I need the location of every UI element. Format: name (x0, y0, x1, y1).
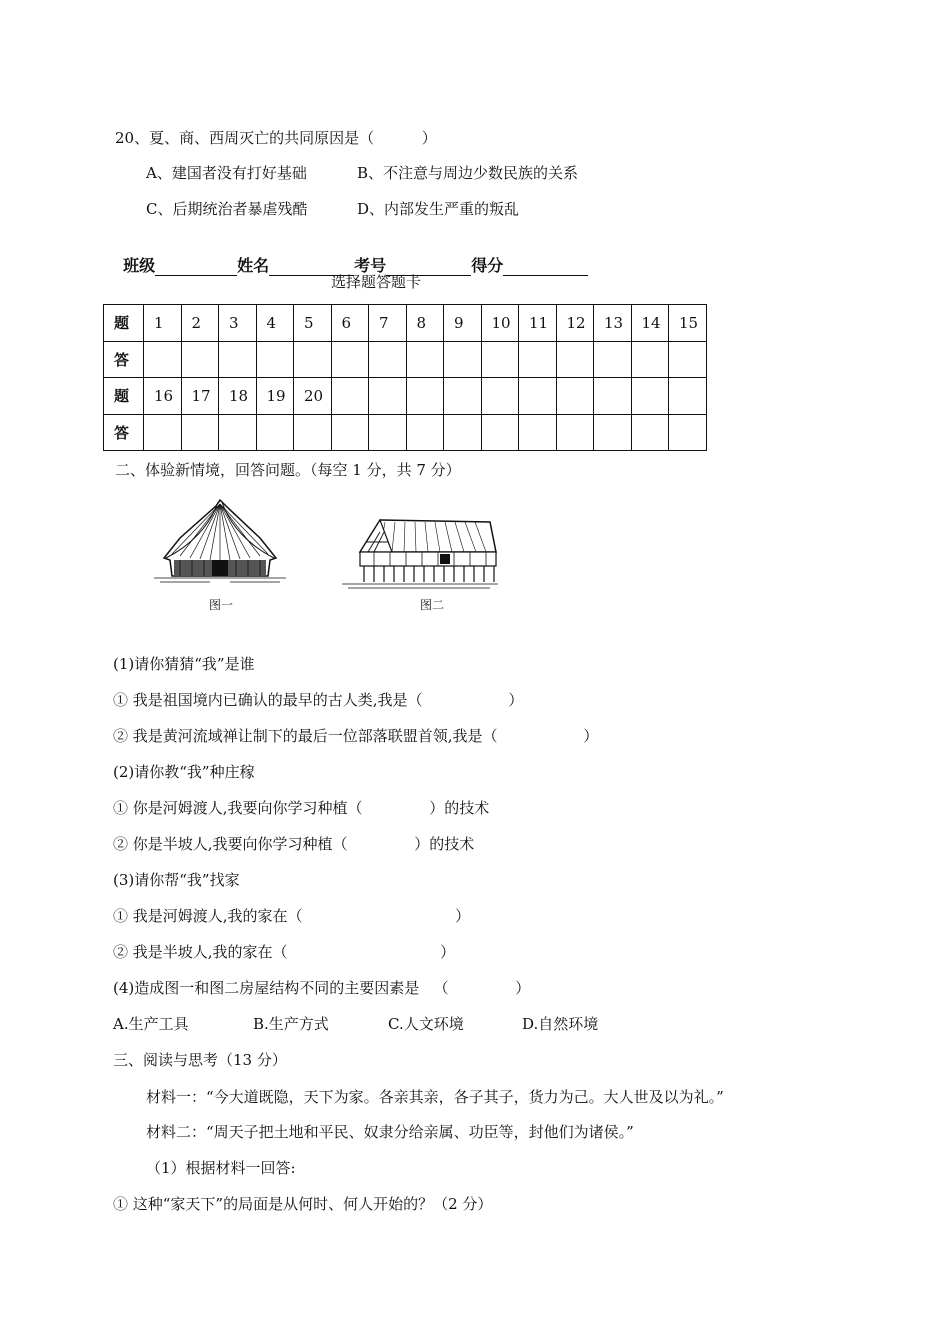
material-1: 材料一：“今大道既隐，天下为家。各亲其亲，各子其子，货力为己。大人世及以为礼。” (146, 1088, 724, 1106)
q20-option-a: A、建国者没有打好基础 (146, 164, 307, 182)
empty-cell (519, 378, 557, 415)
empty-cell (669, 378, 707, 415)
answer-cell[interactable] (294, 341, 332, 378)
answer-cell[interactable] (519, 341, 557, 378)
answer-card-table (103, 304, 707, 451)
answer-cell[interactable] (219, 414, 257, 451)
answer-cell[interactable] (369, 341, 407, 378)
q20-option-d: D、内部发生严重的叛乱 (357, 200, 520, 218)
answer-cell[interactable] (406, 341, 444, 378)
part-2-item-2: ② 你是半坡人,我要向你学习种植（ ）的技术 (113, 835, 475, 853)
empty-cell (594, 378, 632, 415)
score-label: 得分 (471, 256, 504, 275)
part-4-prompt: (4)造成图一和图二房屋结构不同的主要因素是 （ ） (113, 979, 531, 997)
question-number: 12 (556, 305, 594, 342)
question-number: 13 (594, 305, 632, 342)
question-label: 题 (104, 305, 144, 342)
question-number: 11 (519, 305, 557, 342)
empty-cell (406, 414, 444, 451)
empty-cell (406, 378, 444, 415)
section-3-question-1: （1）根据材料一回答: (146, 1159, 296, 1177)
question-number: 20 (294, 378, 332, 415)
answer-cell[interactable] (181, 414, 219, 451)
part-4-option-b: B.生产方式 (253, 1015, 329, 1033)
answer-cell[interactable] (594, 341, 632, 378)
figure-2-caption: 图二 (420, 598, 445, 612)
empty-cell (556, 378, 594, 415)
answer-cell[interactable] (669, 341, 707, 378)
part-3-item-1: ① 我是河姆渡人,我的家在（ ） (113, 907, 471, 925)
question-row-1 (104, 305, 707, 342)
question-label: 题 (104, 378, 144, 415)
class-blank[interactable] (155, 259, 237, 276)
section-3-question-1a: ① 这种“家天下”的局面是从何时、何人开始的？（2 分） (113, 1195, 493, 1213)
student-info-line (112, 236, 588, 276)
part-4-option-a: A.生产工具 (113, 1015, 189, 1033)
q20-option-c: C、后期统治者暴虐残酷 (146, 200, 308, 218)
answer-cell[interactable] (481, 341, 519, 378)
question-number: 1 (144, 305, 182, 342)
question-number: 15 (669, 305, 707, 342)
answer-cell[interactable] (219, 341, 257, 378)
number-label: 考号 (354, 256, 387, 275)
question-number: 6 (331, 305, 369, 342)
question-number: 9 (444, 305, 482, 342)
part-3-item-2: ② 我是半坡人,我的家在（ ） (113, 943, 456, 961)
answer-row-2 (104, 414, 707, 451)
empty-cell (556, 414, 594, 451)
material-2: 材料二：“周天子把土地和平民、奴隶分给亲属、功臣等，封他们为诸侯。” (146, 1123, 634, 1141)
empty-cell (519, 414, 557, 451)
question-number: 7 (369, 305, 407, 342)
part-2-item-1: ① 你是河姆渡人,我要向你学习种植（ ）的技术 (113, 799, 490, 817)
empty-cell (481, 378, 519, 415)
empty-cell (331, 414, 369, 451)
question-number: 18 (219, 378, 257, 415)
question-number: 3 (219, 305, 257, 342)
empty-cell (444, 414, 482, 451)
answer-card-title: 选择题答题卡 (331, 273, 422, 291)
question-number: 10 (481, 305, 519, 342)
empty-cell (631, 414, 669, 451)
question-number: 16 (144, 378, 182, 415)
part-1-item-1: ① 我是祖国境内已确认的最早的古人类,我是（ ） (113, 691, 524, 709)
answer-cell[interactable] (181, 341, 219, 378)
answer-cell[interactable] (256, 341, 294, 378)
empty-cell (369, 414, 407, 451)
q20-stem: 20、夏、商、西周灭亡的共同原因是（ ） (115, 129, 437, 147)
section-3-heading: 三、阅读与思考（13 分） (113, 1051, 287, 1069)
part-3-prompt: (3)请你帮“我”找家 (113, 871, 240, 889)
figure-1-caption: 图一 (209, 598, 234, 612)
section-2-heading: 二、体验新情境，回答问题。（每空 1 分，共 7 分） (115, 461, 461, 479)
question-number: 8 (406, 305, 444, 342)
answer-cell[interactable] (256, 414, 294, 451)
answer-cell[interactable] (144, 341, 182, 378)
part-1-prompt: (1)请你猜猜“我”是谁 (113, 655, 255, 673)
question-number: 19 (256, 378, 294, 415)
empty-cell (631, 378, 669, 415)
part-1-item-2: ② 我是黄河流域禅让制下的最后一位部落联盟首领,我是（ ） (113, 727, 599, 745)
answer-label: 答 (104, 414, 144, 451)
answer-cell[interactable] (294, 414, 332, 451)
thatched-hut-illustration (150, 496, 290, 592)
question-number: 5 (294, 305, 332, 342)
empty-cell (481, 414, 519, 451)
part-4-option-d: D.自然环境 (522, 1015, 599, 1033)
answer-cell[interactable] (444, 341, 482, 378)
empty-cell (594, 414, 632, 451)
empty-cell (669, 414, 707, 451)
name-label: 姓名 (237, 256, 270, 275)
question-number: 14 (631, 305, 669, 342)
part-4-option-c: C.人文环境 (388, 1015, 464, 1033)
empty-cell (369, 378, 407, 415)
question-number: 4 (256, 305, 294, 342)
score-blank[interactable] (503, 259, 588, 276)
stilt-house-illustration (340, 512, 500, 592)
q20-option-b: B、不注意与周边少数民族的关系 (357, 164, 579, 182)
answer-cell[interactable] (556, 341, 594, 378)
empty-cell (444, 378, 482, 415)
question-row-2 (104, 378, 707, 415)
question-number: 2 (181, 305, 219, 342)
answer-cell[interactable] (144, 414, 182, 451)
class-label: 班级 (123, 256, 156, 275)
answer-row-1 (104, 341, 707, 378)
part-2-prompt: (2)请你教“我”种庄稼 (113, 763, 255, 781)
empty-cell (331, 378, 369, 415)
question-number: 17 (181, 378, 219, 415)
answer-cell[interactable] (631, 341, 669, 378)
answer-label: 答 (104, 341, 144, 378)
answer-cell[interactable] (331, 341, 369, 378)
